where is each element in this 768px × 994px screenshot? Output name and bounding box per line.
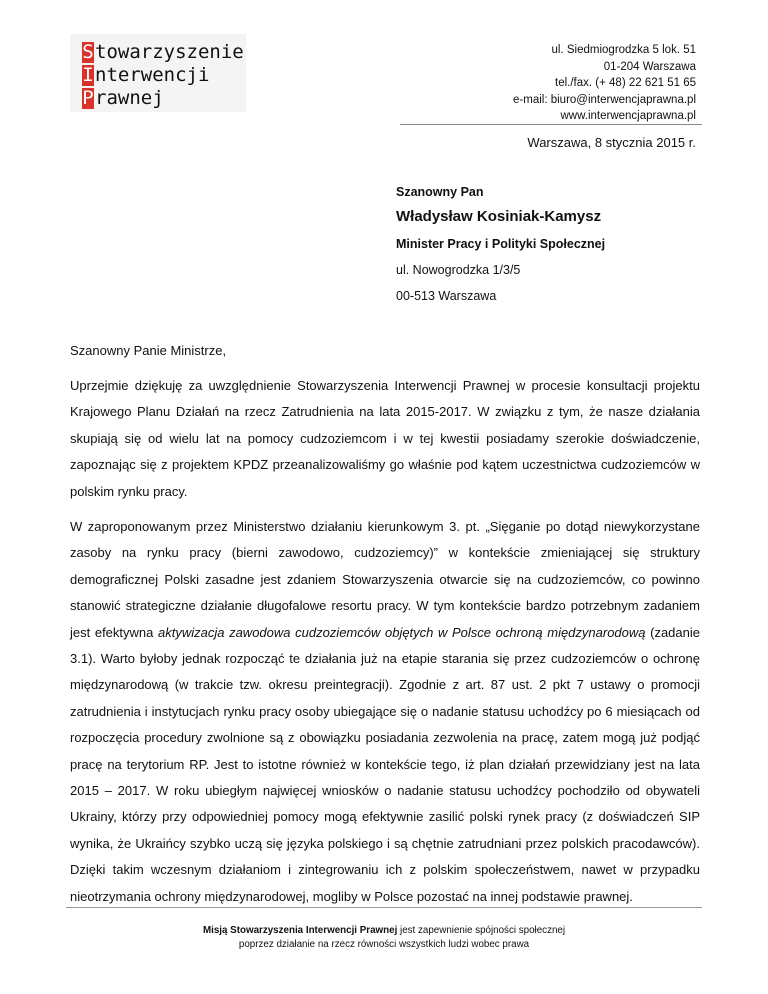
salutation: Szanowny Panie Ministrze, xyxy=(70,343,227,358)
sender-street: ul. Siedmiogrodzka 5 lok. 51 xyxy=(551,44,696,56)
logo-word-2: nterwencji xyxy=(95,64,210,86)
paragraph-2-text-a: W zaproponowanym przez Ministerstwo działaniu kierunkowym 3. pt. „Sięganie po dotąd niewykorzystane zasoby na rynku pracy (bierni zawodowo, cudzoziemcy)” w kontekście zmieniającej się struktury demograficznej Polski zasadne jest zdaniem Stowarzyszenia otwarcie się na cudzoziemców, co powinno stanowić strategiczne działanie długofalowe resortu pracy. W tym kontekście bardzo potrzebnym zadaniem jest efektywna xyxy=(70,519,700,640)
sender-address xyxy=(513,42,696,125)
footer-mission-rest: jest zapewnienie spójności społecznej xyxy=(397,925,566,936)
logo-initial-s: S xyxy=(82,41,94,63)
logo-word-3: rawnej xyxy=(95,87,164,109)
footer-line-1 xyxy=(70,924,698,938)
header-divider xyxy=(400,124,702,125)
logo-initial-i: I xyxy=(82,64,94,86)
addressee-street: ul. Nowogrodzka 1/3/5 xyxy=(396,263,521,277)
letter-date: Warszawa, 8 stycznia 2015 r. xyxy=(527,135,696,150)
paragraph-1: Uprzejmie dziękuję za uwzględnienie Stowarzyszenia Interwencji Prawnej w procesie konsultacji projektu Krajowego Planu Działań na rzecz Zatrudnienia na lata 2015-2017. W związku z tym, że nasze działania skupiają się od wielu lat na pomocy cudzoziemcom i w tej kwestii posiadamy szerokie doświadczenie, zapoznając się z projektem KPDZ przeanalizowaliśmy go właśnie pod kątem uczestnictwa cudzoziemców w polskim rynku pracy. xyxy=(70,378,700,499)
addressee-name: Władysław Kosiniak-Kamysz xyxy=(396,208,602,225)
paragraph-2-text-b: (zadanie 3.1). Warto byłoby jednak rozpocząć te działania już na etapie starania się przez cudzoziemców o ochronę międzynarodową (w trakcie tzw. okresu preintegracji). Zgodnie z art. 87 ust. 2 pkt 7 ustawy o promocji zatrudnienia i instytucjach rynku pracy osoby ubiegające się o nadanie statusu uchodźcy po 6 miesiącach od rozpoczęcia procedury zwolnione są z obowiązku posiadania zezwolenia na pracę, zatem mogą już podjąć pracę na terytorium RP. Jest to istotne również w kontekście tego, iż plan działań przewidziany jest na lata 2015 – 2017. W roku ubiegłym najwięcej wniosków o nadanie statusu uchodźcy pochodziło od obywateli Ukrainy, którzy przy odpowiedniej pomocy mogą efektywnie zasilić polski rynek pracy (z doświadczeń SIP wynika, że Ukraińcy szybko uczą się języka polskiego i są chętnie zatrudniani przez polskich pracodawców). Dzięki takim wczesnym działaniom i zintegrowaniu ich z polskim społeczeństwem, nawet w przypadku nieotrzymania ochrony międzynarodowej, mogliby w Polsce pozostać na innej podstawie prawnej. xyxy=(70,624,700,904)
organization-logo xyxy=(70,34,246,112)
footer-divider xyxy=(66,907,702,908)
paragraph-2-emphasis: aktywizacja zawodowa cudzoziemców objętych w Polsce ochroną międzynarodową xyxy=(158,624,646,640)
logo-line-2 xyxy=(82,65,209,86)
sender-email[interactable]: e-mail: biuro@interwencjaprawna.pl xyxy=(513,93,696,106)
logo-line-3 xyxy=(82,88,164,109)
sender-website[interactable]: www.interwencjaprawna.pl xyxy=(560,110,696,122)
logo-initial-p: P xyxy=(82,87,94,109)
addressee-title: Minister Pracy i Polityki Społecznej xyxy=(396,237,606,251)
logo-word-1: towarzyszenie xyxy=(95,41,244,63)
logo-line-1 xyxy=(82,42,244,63)
paragraph-2 xyxy=(70,514,700,910)
addressee-postal: 00-513 Warszawa xyxy=(396,289,497,303)
sender-phone: tel./fax. (+ 48) 22 621 51 65 xyxy=(555,77,696,89)
footer-line-2: poprzez działanie na rzecz równości wszystkich ludzi wobec prawa xyxy=(238,939,530,950)
addressee-greeting: Szanowny Pan xyxy=(396,185,484,199)
footer-mission-bold: Misją Stowarzyszenia Interwencji Prawnej xyxy=(202,925,398,936)
sender-postal: 01-204 Warszawa xyxy=(603,60,696,73)
footer xyxy=(70,924,698,952)
